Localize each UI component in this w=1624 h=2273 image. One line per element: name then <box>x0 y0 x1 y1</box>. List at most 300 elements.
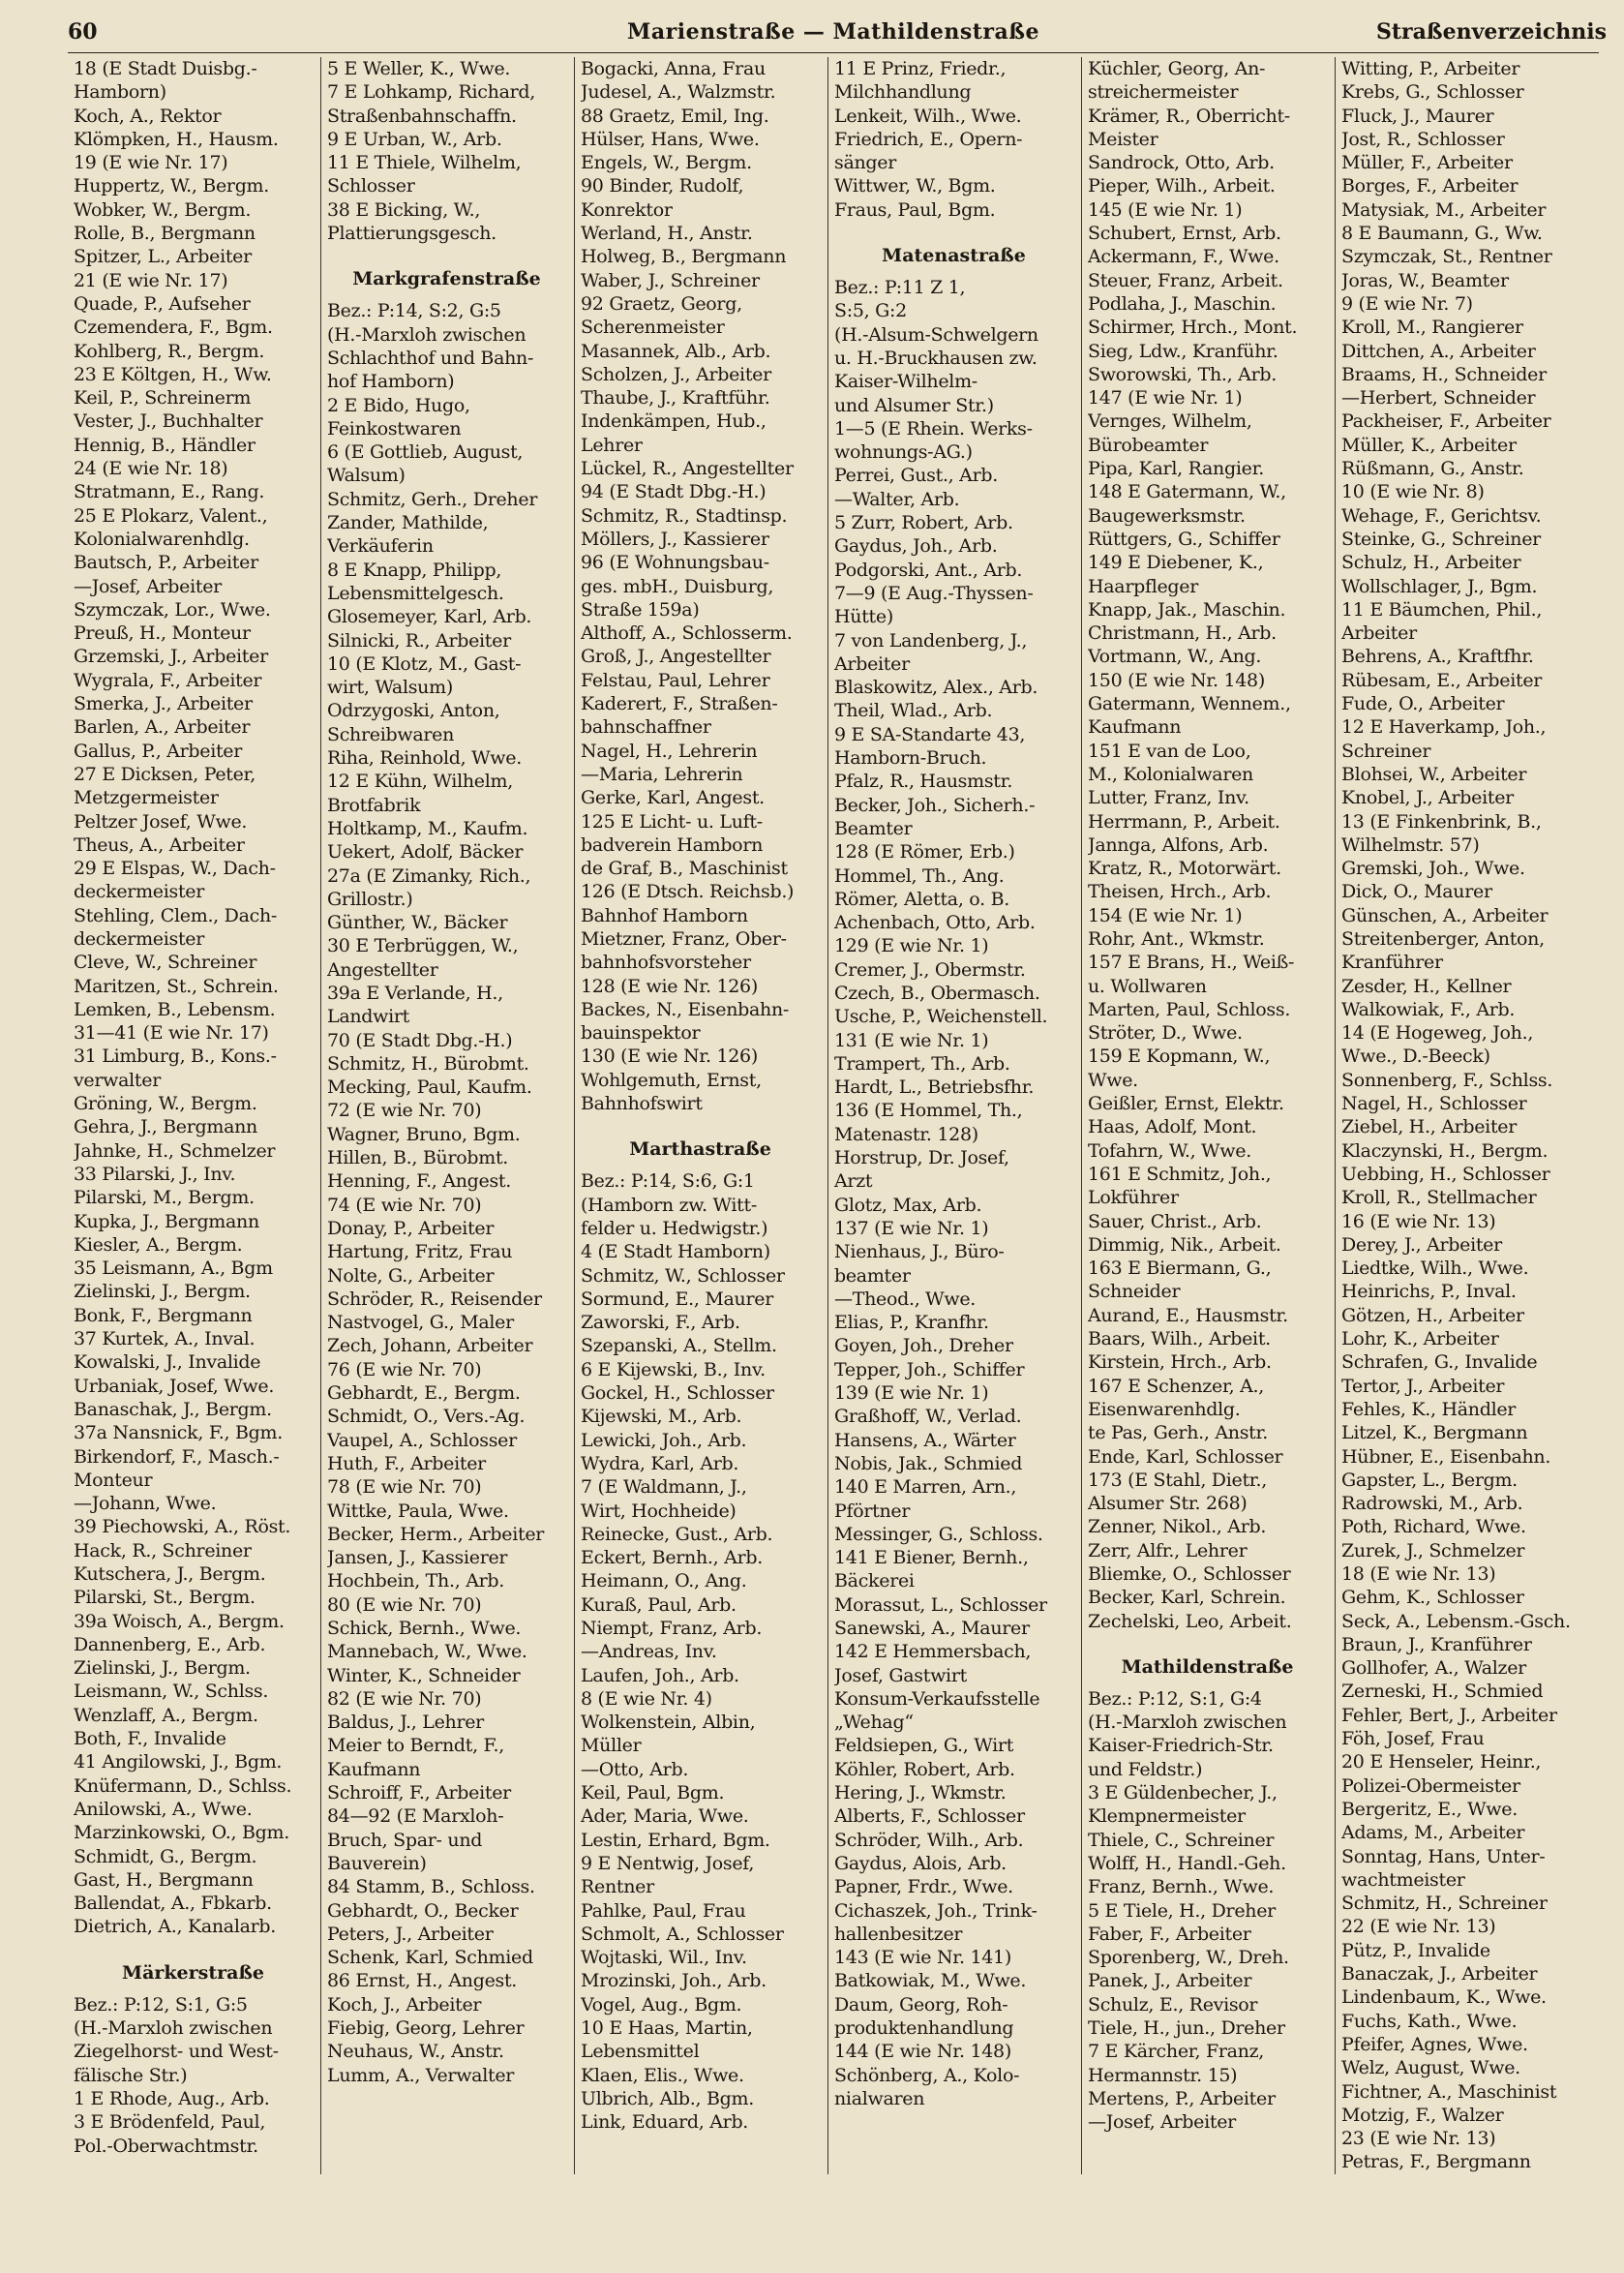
directory-entry-line: Hamborn-Bruch. <box>834 747 987 770</box>
directory-entry-line: Zenner, Nikol., Arb. <box>1088 1516 1267 1538</box>
directory-entry-line: 39a Woisch, A., Bergm. <box>74 1610 285 1632</box>
directory-entry-line: Zesder, H., Kellner <box>1341 975 1512 997</box>
directory-entry-line: Ende, Karl, Schlosser <box>1088 1445 1283 1468</box>
directory-entry-line: 8 (E wie Nr. 4) <box>581 1687 712 1710</box>
directory-entry-line: Gallus, P., Arbeiter <box>74 740 243 762</box>
directory-entry-line: 14 (E Hogeweg, Joh., <box>1341 1022 1534 1045</box>
directory-entry-line: 74 (E wie Nr. 70) <box>327 1194 482 1216</box>
directory-entry-line: Küchler, Georg, An- <box>1088 58 1266 79</box>
directory-entry-line: Keil, Paul, Bgm. <box>581 1782 725 1804</box>
directory-entry-line: 149 E Diebener, K., <box>1088 552 1264 574</box>
directory-entry-line: 76 (E wie Nr. 70) <box>327 1358 482 1380</box>
directory-entry-line: 94 (E Stadt Dbg.-H.) <box>581 481 767 503</box>
directory-entry-line: 23 (E wie Nr. 13) <box>1341 2128 1496 2150</box>
directory-entry-line: Indenkämpen, Hub., <box>581 410 767 433</box>
directory-entry-line: Urbaniak, Josef, Wwe. <box>74 1375 275 1397</box>
directory-entry-line: 39a E Verlande, H., <box>327 982 503 1004</box>
directory-entry-line: Lumm, A., Verwalter <box>327 2064 515 2086</box>
directory-entry-line: Fluck, J., Maurer <box>1341 105 1494 127</box>
directory-entry-line: Litzel, K., Bergmann <box>1341 1422 1528 1444</box>
directory-entry-line: Maritzen, St., Schrein. <box>74 975 279 997</box>
directory-entry-line: Schrafen, G., Invalide <box>1341 1351 1538 1374</box>
directory-entry-line: 22 (E wie Nr. 13) <box>1341 1916 1496 1938</box>
directory-entry-line: Bez.: P:12, S:1, G:5 <box>74 1993 248 2015</box>
directory-entry-line: 90 Binder, Rudolf, <box>581 175 744 197</box>
directory-entry-line: Sandrock, Otto, Arb. <box>1088 152 1275 174</box>
directory-entry-line: Tertor, J., Arbeiter <box>1341 1375 1505 1397</box>
directory-entry-line: Landwirt <box>327 1006 410 1028</box>
directory-entry-line: Quade, P., Aufseher <box>74 292 251 315</box>
columns <box>68 57 1599 2174</box>
directory-entry-line: Fiebig, Georg, Lehrer <box>327 2017 525 2040</box>
directory-entry-line: Wobker, W., Bergm. <box>74 198 252 221</box>
directory-entry-line: Koch, A., Rektor <box>74 105 222 127</box>
directory-entry-line: 78 (E wie Nr. 70) <box>327 1476 482 1499</box>
directory-entry-line: Petras, F., Bergmann <box>1341 2151 1531 2173</box>
directory-entry-line: Grzemski, J., Arbeiter <box>74 646 268 668</box>
directory-entry-line: Zech, Johann, Arbeiter <box>327 1335 533 1357</box>
street-heading: Märkerstraße <box>122 1961 264 1984</box>
directory-entry-line: 6 (E Gottlieb, August, <box>327 441 524 464</box>
directory-entry-line: Gehm, K., Schlosser <box>1341 1587 1524 1609</box>
directory-entry-line: wachtmeister <box>1341 1868 1465 1891</box>
directory-entry-line: 30 E Terbrüggen, W., <box>327 935 519 957</box>
directory-entry-line: —Walter, Arb. <box>834 488 960 510</box>
directory-entry-line: 84—92 (E Marxloh- <box>327 1805 504 1828</box>
directory-entry-line: 163 E Biermann, G., <box>1088 1258 1272 1280</box>
directory-entry-line: Knobel, J., Arbeiter <box>1341 787 1514 809</box>
directory-entry-line: 157 E Brans, H., Weiß- <box>1088 952 1295 974</box>
directory-entry-line: Waber, J., Schreiner <box>581 269 760 291</box>
directory-entry-line: Vortmann, W., Ang. <box>1088 646 1262 668</box>
directory-entry-line: de Graf, B., Maschinist <box>581 858 788 880</box>
directory-entry-line: 136 (E Hommel, Th., <box>834 1100 1023 1122</box>
directory-entry-line: Fehler, Bert, J., Arbeiter <box>1341 1704 1557 1726</box>
directory-entry-line: Seck, A., Lebensm.-Gsch. <box>1341 1610 1571 1632</box>
directory-entry-line: Wittke, Paula, Wwe. <box>327 1500 509 1522</box>
directory-entry-line: 7 E Lohkamp, Richard, <box>327 81 536 104</box>
directory-entry-line: 92 Graetz, Georg, <box>581 292 742 315</box>
directory-entry-line: Kirstein, Hrch., Arb. <box>1088 1351 1272 1374</box>
directory-entry-line: —Maria, Lehrerin <box>581 763 743 785</box>
directory-entry-line: Fehles, K., Händler <box>1341 1398 1517 1420</box>
directory-entry-line: Tepper, Joh., Schiffer <box>834 1358 1025 1380</box>
directory-entry-line: Bahnhof Hamborn <box>581 904 748 926</box>
directory-entry-line: Schmitz, Gerh., Dreher <box>327 488 538 510</box>
directory-entry-line: Pütz, P., Invalide <box>1341 1939 1490 1961</box>
directory-entry-line: 173 (E Stahl, Dietr., <box>1088 1469 1267 1491</box>
directory-entry-line: Holweg, B., Bergmann <box>581 246 787 268</box>
directory-entry-line: Schmitz, R., Stadtinsp. <box>581 504 788 527</box>
directory-entry-line: Bez.: P:12, S:1, G:4 <box>1088 1687 1262 1710</box>
directory-entry-line: Schenk, Karl, Schmied <box>327 1947 533 1969</box>
directory-entry-line: Nienhaus, J., Büro- <box>834 1241 1005 1263</box>
directory-entry-line: Pipa, Karl, Rangier. <box>1088 458 1265 480</box>
directory-entry-line: deckermeister <box>74 927 205 950</box>
directory-entry-line: streichermeister <box>1088 81 1239 104</box>
directory-entry-line: Kiesler, A., Bergm. <box>74 1233 243 1256</box>
directory-entry-line: 19 (E wie Nr. 17) <box>74 152 228 174</box>
directory-entry-line: 25 E Plokarz, Valent., <box>74 504 268 527</box>
directory-entry-line: wirt, Walsum) <box>327 677 453 699</box>
directory-entry-line: 131 (E wie Nr. 1) <box>834 1029 989 1051</box>
directory-entry-line: Panek, J., Arbeiter <box>1088 1970 1252 1992</box>
directory-entry-line: Keil, P., Schreinerm <box>74 387 252 409</box>
directory-entry-line: Nastvogel, G., Maler <box>327 1312 514 1334</box>
directory-entry-line: 8 E Baumann, G., Ww. <box>1341 223 1543 245</box>
directory-entry-line: 5 E Tiele, H., Dreher <box>1088 1899 1276 1922</box>
directory-entry-line: Sonnenberg, F., Schlss. <box>1341 1069 1553 1091</box>
directory-entry-line: 1—5 (E Rhein. Werks- <box>834 417 1033 439</box>
directory-entry-line: Gebhardt, E., Bergm. <box>327 1382 521 1405</box>
directory-entry-line: Hütte) <box>834 606 893 628</box>
directory-entry-line: Daum, Georg, Roh- <box>834 1993 1008 2015</box>
directory-entry-line: Baldus, J., Lehrer <box>327 1712 484 1734</box>
directory-entry-line: Gatermann, Wennem., <box>1088 693 1291 715</box>
directory-entry-line: Adams, M., Arbeiter <box>1341 1822 1525 1844</box>
directory-entry-line: Barlen, A., Arbeiter <box>74 716 251 739</box>
directory-entry-line: Schröder, R., Reisender <box>327 1288 542 1310</box>
directory-entry-line: Schmitz, H., Schreiner <box>1341 1893 1548 1915</box>
directory-entry-line: 129 (E wie Nr. 1) <box>834 935 989 957</box>
directory-entry-line: Wittwer, W., Bgm. <box>834 175 996 197</box>
directory-entry-line: Schönberg, A., Kolo- <box>834 2064 1020 2086</box>
directory-entry-line: Heimann, O., Ang. <box>581 1570 747 1592</box>
directory-entry-line: Faber, F., Arbeiter <box>1088 1923 1251 1945</box>
directory-entry-line: Wwe. <box>1088 1069 1138 1091</box>
directory-entry-line: Schreiner <box>1341 740 1431 762</box>
directory-entry-line: Römer, Aletta, o. B. <box>834 888 1009 910</box>
street-heading: Matenastraße <box>882 245 1026 267</box>
directory-entry-line: Witting, P., Arbeiter <box>1341 58 1520 79</box>
directory-entry-line: Hardt, L., Betriebsfhr. <box>834 1076 1035 1099</box>
directory-entry-line: 128 (E wie Nr. 126) <box>581 975 758 997</box>
directory-entry-line: Peltzer Josef, Wwe. <box>74 810 248 833</box>
directory-entry-line: Jansen, J., Kassierer <box>327 1547 508 1569</box>
directory-entry-line: 29 E Elspas, W., Dach- <box>74 858 276 880</box>
directory-entry-line: Köhler, Robert, Arb. <box>834 1758 1015 1780</box>
directory-entry-line: badverein Hamborn <box>581 833 764 856</box>
directory-entry-line: Hermannstr. 15) <box>1088 2064 1238 2086</box>
directory-entry-line: Pförtner <box>834 1500 911 1522</box>
directory-entry-line: Mrozinski, Joh., Arb. <box>581 1970 767 1992</box>
directory-entry-line: Günther, W., Bäcker <box>327 912 508 934</box>
directory-entry-line: Hering, J., Wkmstr. <box>834 1782 1007 1804</box>
directory-entry-line: Baars, Wilh., Arbeit. <box>1088 1328 1271 1350</box>
directory-entry-line: Pilarski, M., Bergm. <box>74 1187 255 1209</box>
directory-entry-line: Silnicki, R., Arbeiter <box>327 629 511 652</box>
directory-entry-line: 144 (E wie Nr. 148) <box>834 2041 1011 2063</box>
directory-entry-line: Aurand, E., Hausmstr. <box>1088 1304 1288 1326</box>
directory-entry-line: Smerka, J., Arbeiter <box>74 693 253 715</box>
directory-entry-line: Ströter, D., Wwe. <box>1088 1022 1243 1045</box>
directory-entry-line: Sporenberg, W., Dreh. <box>1088 1947 1289 1969</box>
directory-entry-line: Goyen, Joh., Dreher <box>834 1335 1013 1357</box>
directory-entry-line: Kaderert, F., Straßen- <box>581 693 778 715</box>
directory-entry-line: Hülser, Hans, Wwe. <box>581 128 760 150</box>
directory-entry-line: Hübner, E., Eisenbahn. <box>1341 1445 1551 1468</box>
directory-entry-line: Rohr, Ant., Wkmstr. <box>1088 927 1265 950</box>
directory-entry-line: Spitzer, L., Arbeiter <box>74 246 252 268</box>
directory-entry-line: Blohsei, W., Arbeiter <box>1341 763 1527 785</box>
directory-entry-line: Friedrich, E., Opern- <box>834 128 1023 150</box>
directory-entry-line: Marzinkowski, O., Bgm. <box>74 1822 289 1844</box>
directory-entry-line: Jost, R., Schlosser <box>1341 128 1505 150</box>
directory-entry-line: Streitenberger, Anton, <box>1341 927 1545 950</box>
directory-entry-line: Angestellter <box>327 958 438 981</box>
directory-entry-line: Feinkostwaren <box>327 417 462 439</box>
directory-entry-line: Verkäuferin <box>327 535 434 558</box>
directory-entry-line: Schubert, Ernst, Arb. <box>1088 223 1281 245</box>
directory-entry-line: Packheiser, F., Arbeiter <box>1341 410 1551 433</box>
directory-entry-line: Metzgermeister <box>74 787 219 809</box>
directory-entry-line: Wolff, H., Handl.-Geh. <box>1088 1852 1286 1874</box>
directory-entry-line: und Alsumer Str.) <box>834 394 994 416</box>
directory-entry-line: Nagel, H., Schlosser <box>1341 1093 1527 1115</box>
directory-entry-line: Vaupel, A., Schlosser <box>327 1429 517 1451</box>
directory-entry-line: Podgorski, Ant., Arb. <box>834 559 1023 581</box>
directory-entry-line: Peters, J., Arbeiter <box>327 1923 494 1945</box>
directory-entry-line: Rübesam, E., Arbeiter <box>1341 669 1543 691</box>
directory-entry-line: Uebbing, H., Schlosser <box>1341 1163 1550 1185</box>
directory-entry-line: Vernges, Wilhelm, <box>1088 410 1252 433</box>
directory-entry-line: bauinspektor <box>581 1022 701 1045</box>
directory-entry-line: Scholzen, J., Arbeiter <box>581 363 771 385</box>
directory-entry-line: Haas, Adolf, Mont. <box>1088 1116 1257 1138</box>
directory-entry-line: Blaskowitz, Alex., Arb. <box>834 677 1038 699</box>
directory-entry-line: Nagel, H., Lehrerin <box>581 740 758 762</box>
directory-entry-line: Brotfabrik <box>327 794 421 816</box>
directory-entry-line: Cleve, W., Schreiner <box>74 952 257 974</box>
directory-entry-line: Heinrichs, P., Inval. <box>1341 1281 1517 1303</box>
directory-entry-line: Zerneski, H., Schmied <box>1341 1681 1544 1703</box>
directory-entry-line: u. H.-Bruckhausen zw. <box>834 347 1038 369</box>
directory-entry-line: Kaiser-Wilhelm- <box>834 371 977 393</box>
column-2 <box>321 57 575 2174</box>
directory-entry-line: Bez.: P:14, S:2, G:5 <box>327 300 501 322</box>
directory-entry-line: Schulz, E., Revisor <box>1088 1993 1258 2015</box>
directory-entry-line: Dimmig, Nik., Arbeit. <box>1088 1233 1281 1256</box>
directory-entry-line: Schneider <box>1088 1281 1181 1303</box>
directory-entry-line: Kuraß, Paul, Arb. <box>581 1593 737 1616</box>
directory-entry-line: Bez.: P:11 Z 1, <box>834 277 966 299</box>
directory-entry-line: Kohlberg, R., Bergm. <box>74 340 265 362</box>
directory-entry-line: sänger <box>834 152 897 174</box>
directory-entry-line: Joras, W., Beamter <box>1341 269 1509 291</box>
directory-entry-line: Günschen, A., Arbeiter <box>1341 904 1549 926</box>
directory-entry-line: Mannebach, W., Wwe. <box>327 1641 527 1663</box>
directory-entry-line: Lehrer <box>581 434 643 456</box>
directory-entry-line: Straßenbahnschaffn. <box>327 105 517 127</box>
directory-entry-line: 8 E Knapp, Philipp, <box>327 559 502 581</box>
directory-entry-line: Schmidt, G., Bergm. <box>74 1845 257 1867</box>
directory-entry-line: 9 E SA-Standarte 43, <box>834 723 1026 745</box>
directory-entry-line: S:5, G:2 <box>834 300 907 322</box>
directory-entry-line: Derey, J., Arbeiter <box>1341 1233 1502 1256</box>
directory-entry-line: Thaube, J., Kraftführ. <box>581 387 770 409</box>
directory-entry-line: Wohlgemuth, Ernst, <box>581 1069 762 1091</box>
directory-entry-line: Laufen, Joh., Arb. <box>581 1664 739 1686</box>
directory-entry-line: Wygrala, F., Arbeiter <box>74 669 262 691</box>
directory-entry-line: Sauer, Christ., Arb. <box>1088 1210 1262 1232</box>
directory-entry-line: 72 (E wie Nr. 70) <box>327 1100 482 1122</box>
directory-entry-line: Radrowski, M., Arb. <box>1341 1493 1523 1515</box>
directory-entry-line: Bahnhofswirt <box>581 1093 703 1115</box>
directory-entry-line: Gapster, L., Bergm. <box>1341 1469 1518 1491</box>
directory-entry-line: 125 E Licht- u. Luft- <box>581 810 763 833</box>
directory-entry-line: „Wehag“ <box>834 1712 914 1734</box>
directory-entry-line: hallenbesitzer <box>834 1923 963 1945</box>
directory-entry-line: Banaczak, J., Arbeiter <box>1341 1963 1538 1985</box>
directory-entry-line: 12 E Haverkamp, Joh., <box>1341 716 1547 739</box>
directory-entry-line: Banaschak, J., Bergm. <box>74 1398 272 1420</box>
directory-entry-line: Kupka, J., Bergmann <box>74 1210 259 1232</box>
directory-entry-line: Hamborn) <box>74 81 166 104</box>
directory-entry-line: Donay, P., Arbeiter <box>327 1217 495 1239</box>
directory-entry-line: Motzig, F., Walzer <box>1341 2104 1504 2126</box>
directory-entry-line: Braun, J., Kranführer <box>1341 1633 1532 1655</box>
directory-entry-line: Rüßmann, G., Anstr. <box>1341 458 1524 480</box>
directory-entry-line: 7 E Kärcher, Franz, <box>1088 2041 1265 2063</box>
directory-entry-line: Horstrup, Dr. Josef, <box>834 1147 1009 1169</box>
directory-entry-line: Lebensmittel <box>581 2041 700 2063</box>
directory-entry-line: 12 E Kühn, Wilhelm, <box>327 771 513 793</box>
directory-entry-line: 38 E Bicking, W., <box>327 198 481 221</box>
page-number: 60 <box>68 19 98 45</box>
directory-entry-line: 80 (E wie Nr. 70) <box>327 1593 482 1616</box>
directory-entry-line: —Otto, Arb. <box>581 1758 689 1780</box>
directory-entry-line: Rentner <box>581 1876 654 1898</box>
directory-entry-line: Huppertz, W., Bergm. <box>74 175 270 197</box>
directory-entry-line: Gebhardt, O., Becker <box>327 1899 519 1922</box>
directory-entry-line: Grillostr.) <box>327 888 413 910</box>
directory-entry-line: Lenkeit, Wilh., Wwe. <box>834 105 1022 127</box>
directory-entry-line: Konsum-Verkaufsstelle <box>834 1687 1040 1710</box>
directory-entry-line: Lutter, Franz, Inv. <box>1088 787 1249 809</box>
directory-entry-line: verwalter <box>74 1069 161 1091</box>
directory-entry-line: Klaczynski, H., Bergm. <box>1341 1139 1549 1162</box>
directory-entry-line: Szepanski, A., Stellm. <box>581 1335 777 1357</box>
directory-entry-line: Gerke, Karl, Angest. <box>581 787 765 809</box>
directory-entry-line: Schroiff, F., Arbeiter <box>327 1782 511 1804</box>
directory-entry-line: —Johann, Wwe. <box>74 1493 217 1515</box>
directory-entry-line: Dannenberg, E., Arb. <box>74 1633 266 1655</box>
directory-entry-line: 11 E Bäumchen, Phil., <box>1341 598 1543 621</box>
directory-entry-line: Schmitz, W., Schlosser <box>581 1264 785 1287</box>
directory-entry-line: 143 (E wie Nr. 141) <box>834 1947 1011 1969</box>
directory-entry-line: Becker, Herm., Arbeiter <box>327 1523 545 1545</box>
directory-entry-line: Sormund, E., Maurer <box>581 1288 773 1310</box>
directory-entry-line: Koch, J., Arbeiter <box>327 1993 482 2015</box>
directory-entry-line: Zerr, Alfr., Lehrer <box>1088 1539 1248 1561</box>
directory-entry-line: Hommel, Th., Ang. <box>834 864 1005 887</box>
directory-entry-line: wohnungs-AG.) <box>834 441 973 464</box>
directory-entry-line: nialwaren <box>834 2087 925 2109</box>
directory-entry-line: Anilowski, A., Wwe. <box>74 1798 253 1820</box>
directory-entry-line: 27 E Dicksen, Peter, <box>74 763 256 785</box>
directory-entry-line: Baugewerksmstr. <box>1088 504 1246 527</box>
directory-entry-line: Podlaha, J., Maschin. <box>1088 292 1277 315</box>
directory-entry-line: Pahlke, Paul, Frau <box>581 1899 746 1922</box>
directory-entry-line: Bergeritz, E., Wwe. <box>1341 1798 1518 1820</box>
directory-entry-line: 147 (E wie Nr. 1) <box>1088 387 1243 409</box>
directory-entry-line: Meister <box>1088 128 1158 150</box>
directory-entry-line: 139 (E wie Nr. 1) <box>834 1382 989 1405</box>
directory-entry-line: Bez.: P:14, S:6, G:1 <box>581 1170 755 1193</box>
directory-entry-line: Scherenmeister <box>581 317 725 339</box>
directory-entry-line: Graßhoff, W., Verlad. <box>834 1406 1022 1428</box>
directory-entry-line: Herrmann, P., Arbeit. <box>1088 810 1280 833</box>
directory-entry-line: 9 E Urban, W., Arb. <box>327 128 502 150</box>
directory-entry-line: Glosemeyer, Karl, Arb. <box>327 606 532 628</box>
directory-entry-line: 27a (E Zimanky, Rich., <box>327 864 531 887</box>
directory-entry-line: M., Kolonialwaren <box>1088 763 1253 785</box>
directory-entry-line: Engels, W., Bergm. <box>581 152 752 174</box>
directory-entry-line: 1 E Rhode, Aug., Arb. <box>74 2087 270 2109</box>
directory-entry-line: —Theod., Wwe. <box>834 1288 977 1310</box>
directory-entry-line: Krämer, R., Oberricht- <box>1088 105 1290 127</box>
directory-entry-line: Milchhandlung <box>834 81 972 104</box>
directory-entry-line: Lokführer <box>1088 1187 1179 1209</box>
directory-entry-line: Zurek, J., Schmelzer <box>1341 1539 1525 1561</box>
directory-entry-line: 7—9 (E Aug.-Thyssen- <box>834 582 1034 604</box>
directory-entry-line: Morassut, L., Schlosser <box>834 1593 1047 1616</box>
directory-entry-line: Föh, Josef, Frau <box>1341 1728 1485 1750</box>
directory-entry-line: —Josef, Arbeiter <box>1088 2111 1236 2134</box>
directory-entry-line: Trampert, Th., Arb. <box>834 1052 1010 1075</box>
directory-entry-line: Holtkamp, M., Kaufm. <box>327 817 528 839</box>
directory-entry-line: Sieg, Ldw., Kranführ. <box>1088 340 1278 362</box>
directory-entry-line: Pol.-Oberwachtmstr. <box>74 2135 258 2157</box>
directory-entry-line: Jahnke, H., Schmelzer <box>74 1139 276 1162</box>
directory-entry-line: Werland, H., Anstr. <box>581 223 753 245</box>
directory-entry-line: Theil, Wlad., Arb. <box>834 700 993 722</box>
directory-entry-line: Kroll, M., Rangierer <box>1341 317 1523 339</box>
directory-entry-line: Ackermann, F., Wwe. <box>1088 246 1279 268</box>
directory-entry-line: 37a Nansnick, F., Bgm. <box>74 1422 283 1444</box>
directory-entry-line: Lemken, B., Lebensm. <box>74 998 276 1020</box>
directory-entry-line: Schlachthof und Bahn- <box>327 347 534 369</box>
directory-entry-line: 7 (E Waldmann, J., <box>581 1476 747 1499</box>
directory-entry-line: Kowalski, J., Invalide <box>74 1351 261 1374</box>
street-heading: Markgrafenstraße <box>352 268 541 290</box>
directory-entry-line: Steinke, G., Schreiner <box>1341 528 1541 550</box>
directory-entry-line: Bauverein) <box>327 1852 427 1874</box>
directory-entry-line: 11 E Thiele, Wilhelm, <box>327 152 522 174</box>
directory-entry-line: Lebensmittelgesch. <box>327 582 504 604</box>
directory-entry-line: 9 (E wie Nr. 7) <box>1341 292 1473 315</box>
directory-entry-line: 70 (E Stadt Dbg.-H.) <box>327 1029 513 1051</box>
directory-entry-line: Gaydus, Joh., Arb. <box>834 535 998 558</box>
directory-entry-line: fälische Str.) <box>74 2064 188 2086</box>
directory-entry-line: 154 (E wie Nr. 1) <box>1088 904 1243 926</box>
directory-entry-line: Sworowski, Th., Arb. <box>1088 363 1277 385</box>
directory-entry-line: Masannek, Alb., Arb. <box>581 340 771 362</box>
directory-entry-line: Mertens, P., Arbeiter <box>1088 2087 1276 2109</box>
directory-entry-line: Messinger, G., Schloss. <box>834 1523 1043 1545</box>
directory-entry-line: 21 (E wie Nr. 17) <box>74 269 228 291</box>
directory-entry-line: 31 Limburg, B., Kons.- <box>74 1046 277 1068</box>
directory-entry-line: Ader, Maria, Wwe. <box>581 1805 749 1828</box>
directory-entry-line: 137 (E wie Nr. 1) <box>834 1217 989 1239</box>
directory-entry-line: Müller <box>581 1735 642 1757</box>
directory-entry-line: Haarpfleger <box>1088 575 1199 597</box>
directory-entry-line: Schirmer, Hrch., Mont. <box>1088 317 1298 339</box>
directory-entry-line: Poth, Richard, Wwe. <box>1341 1516 1526 1538</box>
section-title: Straßenverzeichnis <box>1376 19 1607 45</box>
directory-entry-line: Müller, F., Arbeiter <box>1341 152 1513 174</box>
directory-entry-line: Stratmann, E., Rang. <box>74 481 265 503</box>
